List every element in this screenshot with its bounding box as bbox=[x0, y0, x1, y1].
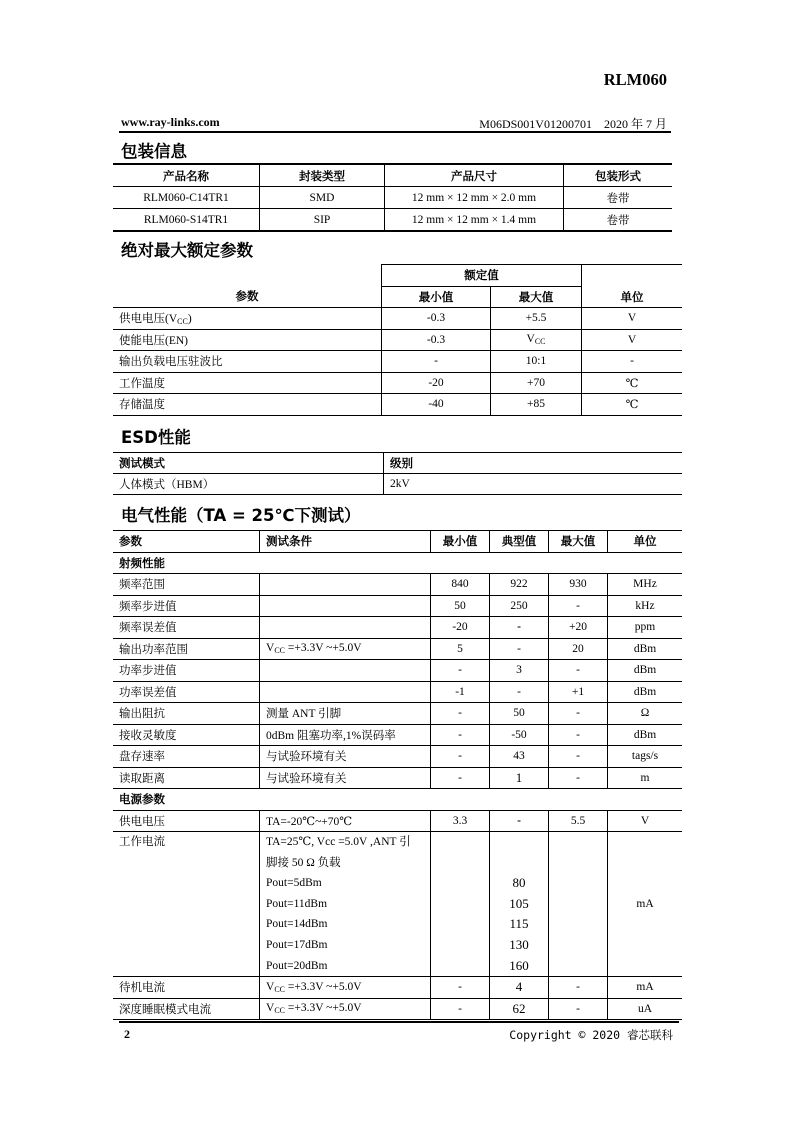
cell: 3 bbox=[490, 660, 549, 682]
cell: $V_{CC} =+3.3V$ ~+5.0V bbox=[260, 638, 431, 660]
cell: 频率误差值 bbox=[113, 617, 260, 639]
doc-id: M06DS001V01200701 bbox=[479, 117, 592, 131]
col-typ: 典型值 bbox=[490, 531, 549, 553]
cell: - bbox=[549, 595, 608, 617]
cell: 12 mm × 12 mm × 1.4 mm bbox=[385, 209, 564, 232]
electrical-title: 电气性能（TA = 25℃下测试） bbox=[121, 506, 361, 525]
table-row bbox=[113, 832, 682, 977]
table-row bbox=[113, 308, 682, 330]
cell: 5.5 bbox=[549, 810, 608, 832]
cell: 2kV bbox=[384, 474, 683, 495]
abs-max-table bbox=[113, 264, 682, 416]
cell: dBm bbox=[608, 638, 683, 660]
cell: 接收灵敏度 bbox=[113, 724, 260, 746]
cell: -40 bbox=[382, 394, 491, 416]
param-operating-temp: 工作温度 bbox=[113, 372, 382, 394]
footer-rule bbox=[119, 1021, 679, 1023]
cell: - bbox=[431, 703, 490, 725]
esd-table bbox=[113, 452, 682, 495]
cell: -1 bbox=[431, 681, 490, 703]
cell: tags/s bbox=[608, 746, 683, 768]
cell: - bbox=[490, 638, 549, 660]
cell: - bbox=[431, 767, 490, 789]
cell: SMD bbox=[260, 187, 385, 209]
col-max: 最大值 bbox=[491, 286, 582, 308]
cell: - bbox=[431, 746, 490, 768]
table-row bbox=[113, 351, 682, 373]
cell: 读取距离 bbox=[113, 767, 260, 789]
cell: 与试验环境有关 bbox=[260, 767, 431, 789]
page-number: 2 bbox=[124, 1027, 130, 1041]
cell: dBm bbox=[608, 660, 683, 682]
cell: MHz bbox=[608, 574, 683, 596]
cell: SIP bbox=[260, 209, 385, 232]
cell bbox=[260, 595, 431, 617]
copyright: Copyright © 2020 睿芯联科 bbox=[509, 1028, 673, 1042]
table-row bbox=[113, 372, 682, 394]
cell bbox=[260, 617, 431, 639]
cell: 输出阻抗 bbox=[113, 703, 260, 725]
cell: - bbox=[431, 977, 490, 999]
table-row bbox=[113, 703, 682, 725]
cell: - bbox=[490, 617, 549, 639]
table-row bbox=[113, 595, 682, 617]
table-row bbox=[113, 724, 682, 746]
cell: - bbox=[431, 724, 490, 746]
param-vswr: 输出负载电压驻波比 bbox=[113, 351, 382, 373]
col-param: 参数 bbox=[113, 265, 382, 308]
cell: 62 bbox=[490, 998, 549, 1020]
cell: 20 bbox=[549, 638, 608, 660]
table-row bbox=[113, 638, 682, 660]
col-rating: 额定值 bbox=[382, 265, 582, 287]
cell: m bbox=[608, 767, 683, 789]
cell: - bbox=[490, 681, 549, 703]
table-row bbox=[113, 617, 682, 639]
cell: Ω bbox=[608, 703, 683, 725]
cell: 930 bbox=[549, 574, 608, 596]
cell: - bbox=[549, 703, 608, 725]
cell: 4 bbox=[490, 977, 549, 999]
cell: 与试验环境有关 bbox=[260, 746, 431, 768]
table-row bbox=[113, 209, 672, 232]
cell: TA=-20℃~+70℃ bbox=[260, 810, 431, 832]
cell: 深度睡眠模式电流 bbox=[113, 998, 260, 1020]
cell: 840 bbox=[431, 574, 490, 596]
cell: - bbox=[582, 351, 683, 373]
cell: +70 bbox=[491, 372, 582, 394]
col-packing-form: 包装形式 bbox=[564, 164, 673, 187]
table-row bbox=[113, 474, 682, 495]
table-row bbox=[113, 660, 682, 682]
cell bbox=[549, 832, 608, 977]
cell: 人体模式（HBM） bbox=[113, 474, 384, 495]
cell: RLM060-S14TR1 bbox=[113, 209, 260, 232]
esd-title: ESD性能 bbox=[121, 428, 191, 447]
cell bbox=[260, 681, 431, 703]
cell: - bbox=[549, 724, 608, 746]
power-group-label: 电源参数 bbox=[113, 789, 682, 811]
cell bbox=[260, 660, 431, 682]
cell: - bbox=[549, 998, 608, 1020]
cell: V bbox=[582, 308, 683, 330]
cell: +20 bbox=[549, 617, 608, 639]
cell: 250 bbox=[490, 595, 549, 617]
col-package-type: 封装类型 bbox=[260, 164, 385, 187]
doc-id-date bbox=[479, 115, 667, 132]
cell: $V_{CC}$ bbox=[491, 329, 582, 351]
cell bbox=[260, 574, 431, 596]
cell: 待机电流 bbox=[113, 977, 260, 999]
col-param: 参数 bbox=[113, 531, 260, 553]
cell: -0.3 bbox=[382, 329, 491, 351]
table-row bbox=[113, 767, 682, 789]
cell: 10:1 bbox=[491, 351, 582, 373]
cell: -20 bbox=[382, 372, 491, 394]
table-row bbox=[113, 810, 682, 832]
table-row bbox=[113, 187, 672, 209]
col-product-name: 产品名称 bbox=[113, 164, 260, 187]
cell: - bbox=[549, 746, 608, 768]
work-current-conditions: TA=25℃, Vcc =5.0V ,ANT 引 脚接 50 Ω 负载 Pout=5dBm Pout=11dBm Pout=14dBm Pout=17dBm Pout=20dBm bbox=[260, 832, 431, 977]
table-row bbox=[113, 977, 682, 999]
cell: 卷带 bbox=[564, 187, 673, 209]
table-row bbox=[113, 681, 682, 703]
col-min: 最小值 bbox=[431, 531, 490, 553]
cell: uA bbox=[608, 998, 683, 1020]
cell: +85 bbox=[491, 394, 582, 416]
doc-date: 2020 年 7 月 bbox=[603, 117, 667, 131]
cell: +5.5 bbox=[491, 308, 582, 330]
cell: - bbox=[549, 767, 608, 789]
table-row bbox=[113, 746, 682, 768]
col-max: 最大值 bbox=[549, 531, 608, 553]
cell: 3.3 bbox=[431, 810, 490, 832]
rf-group-label: 射频性能 bbox=[113, 552, 682, 574]
cell: mA bbox=[608, 977, 683, 999]
cell: mA bbox=[608, 832, 683, 977]
cell: RLM060-C14TR1 bbox=[113, 187, 260, 209]
cell: kHz bbox=[608, 595, 683, 617]
abs-max-title: 绝对最大额定参数 bbox=[121, 241, 253, 260]
cell: ppm bbox=[608, 617, 683, 639]
cell: 12 mm × 12 mm × 2.0 mm bbox=[385, 187, 564, 209]
work-current-name: 工作电流 bbox=[113, 832, 260, 977]
blank-cell bbox=[582, 265, 683, 287]
table-row bbox=[113, 394, 682, 416]
cell: 功率误差值 bbox=[113, 681, 260, 703]
col-condition: 测试条件 bbox=[260, 531, 431, 553]
cell: $V_{CC} =+3.3V$ ~+5.0V bbox=[260, 998, 431, 1020]
cell: 功率步进值 bbox=[113, 660, 260, 682]
col-unit: 单位 bbox=[582, 286, 683, 308]
cell: - bbox=[549, 977, 608, 999]
cell: ℃ bbox=[582, 372, 683, 394]
cell: - bbox=[431, 660, 490, 682]
cell: 1 bbox=[490, 767, 549, 789]
cell: 50 bbox=[431, 595, 490, 617]
website[interactable]: www.ray-links.com bbox=[121, 115, 220, 129]
col-test-mode: 测试模式 bbox=[113, 453, 384, 474]
col-min: 最小值 bbox=[382, 286, 491, 308]
cell: 盘存速率 bbox=[113, 746, 260, 768]
col-product-size: 产品尺寸 bbox=[385, 164, 564, 187]
cell: 频率范围 bbox=[113, 574, 260, 596]
cell: 50 bbox=[490, 703, 549, 725]
cell: -50 bbox=[490, 724, 549, 746]
col-unit: 单位 bbox=[608, 531, 683, 553]
packaging-title: 包装信息 bbox=[121, 142, 187, 161]
table-row bbox=[113, 998, 682, 1020]
cell: ℃ bbox=[582, 394, 683, 416]
cell: 0dBm 阻塞功率,1%误码率 bbox=[260, 724, 431, 746]
table-row bbox=[113, 329, 682, 351]
cell: V bbox=[582, 329, 683, 351]
param-storage-temp: 存储温度 bbox=[113, 394, 382, 416]
cell: 供电电压 bbox=[113, 810, 260, 832]
cell: 5 bbox=[431, 638, 490, 660]
electrical-table bbox=[113, 530, 682, 1020]
cell: dBm bbox=[608, 724, 683, 746]
cell bbox=[431, 832, 490, 977]
cell: 测量 ANT 引脚 bbox=[260, 703, 431, 725]
cell: - bbox=[431, 998, 490, 1020]
cell: - bbox=[549, 660, 608, 682]
cell: dBm bbox=[608, 681, 683, 703]
cell: 卷带 bbox=[564, 209, 673, 232]
work-current-typ: 80 105 115 130 160 bbox=[490, 832, 549, 977]
cell: - bbox=[382, 351, 491, 373]
param-supply-voltage: 供电电压$(V_{CC})$ bbox=[113, 308, 382, 330]
cell: 输出功率范围 bbox=[113, 638, 260, 660]
cell: 43 bbox=[490, 746, 549, 768]
cell: -20 bbox=[431, 617, 490, 639]
cell: -0.3 bbox=[382, 308, 491, 330]
cell: $V_{CC} =+3.3V$ ~+5.0V bbox=[260, 977, 431, 999]
cell: 频率步进值 bbox=[113, 595, 260, 617]
packaging-table bbox=[113, 163, 672, 232]
cell: +1 bbox=[549, 681, 608, 703]
table-row bbox=[113, 574, 682, 596]
header-rule bbox=[119, 131, 671, 133]
cell: V bbox=[608, 810, 683, 832]
cell: 922 bbox=[490, 574, 549, 596]
cell: - bbox=[490, 810, 549, 832]
product-title: RLM060 bbox=[603, 70, 667, 89]
col-level: 级别 bbox=[384, 453, 683, 474]
param-enable-voltage: 使能电压(EN) bbox=[113, 329, 382, 351]
